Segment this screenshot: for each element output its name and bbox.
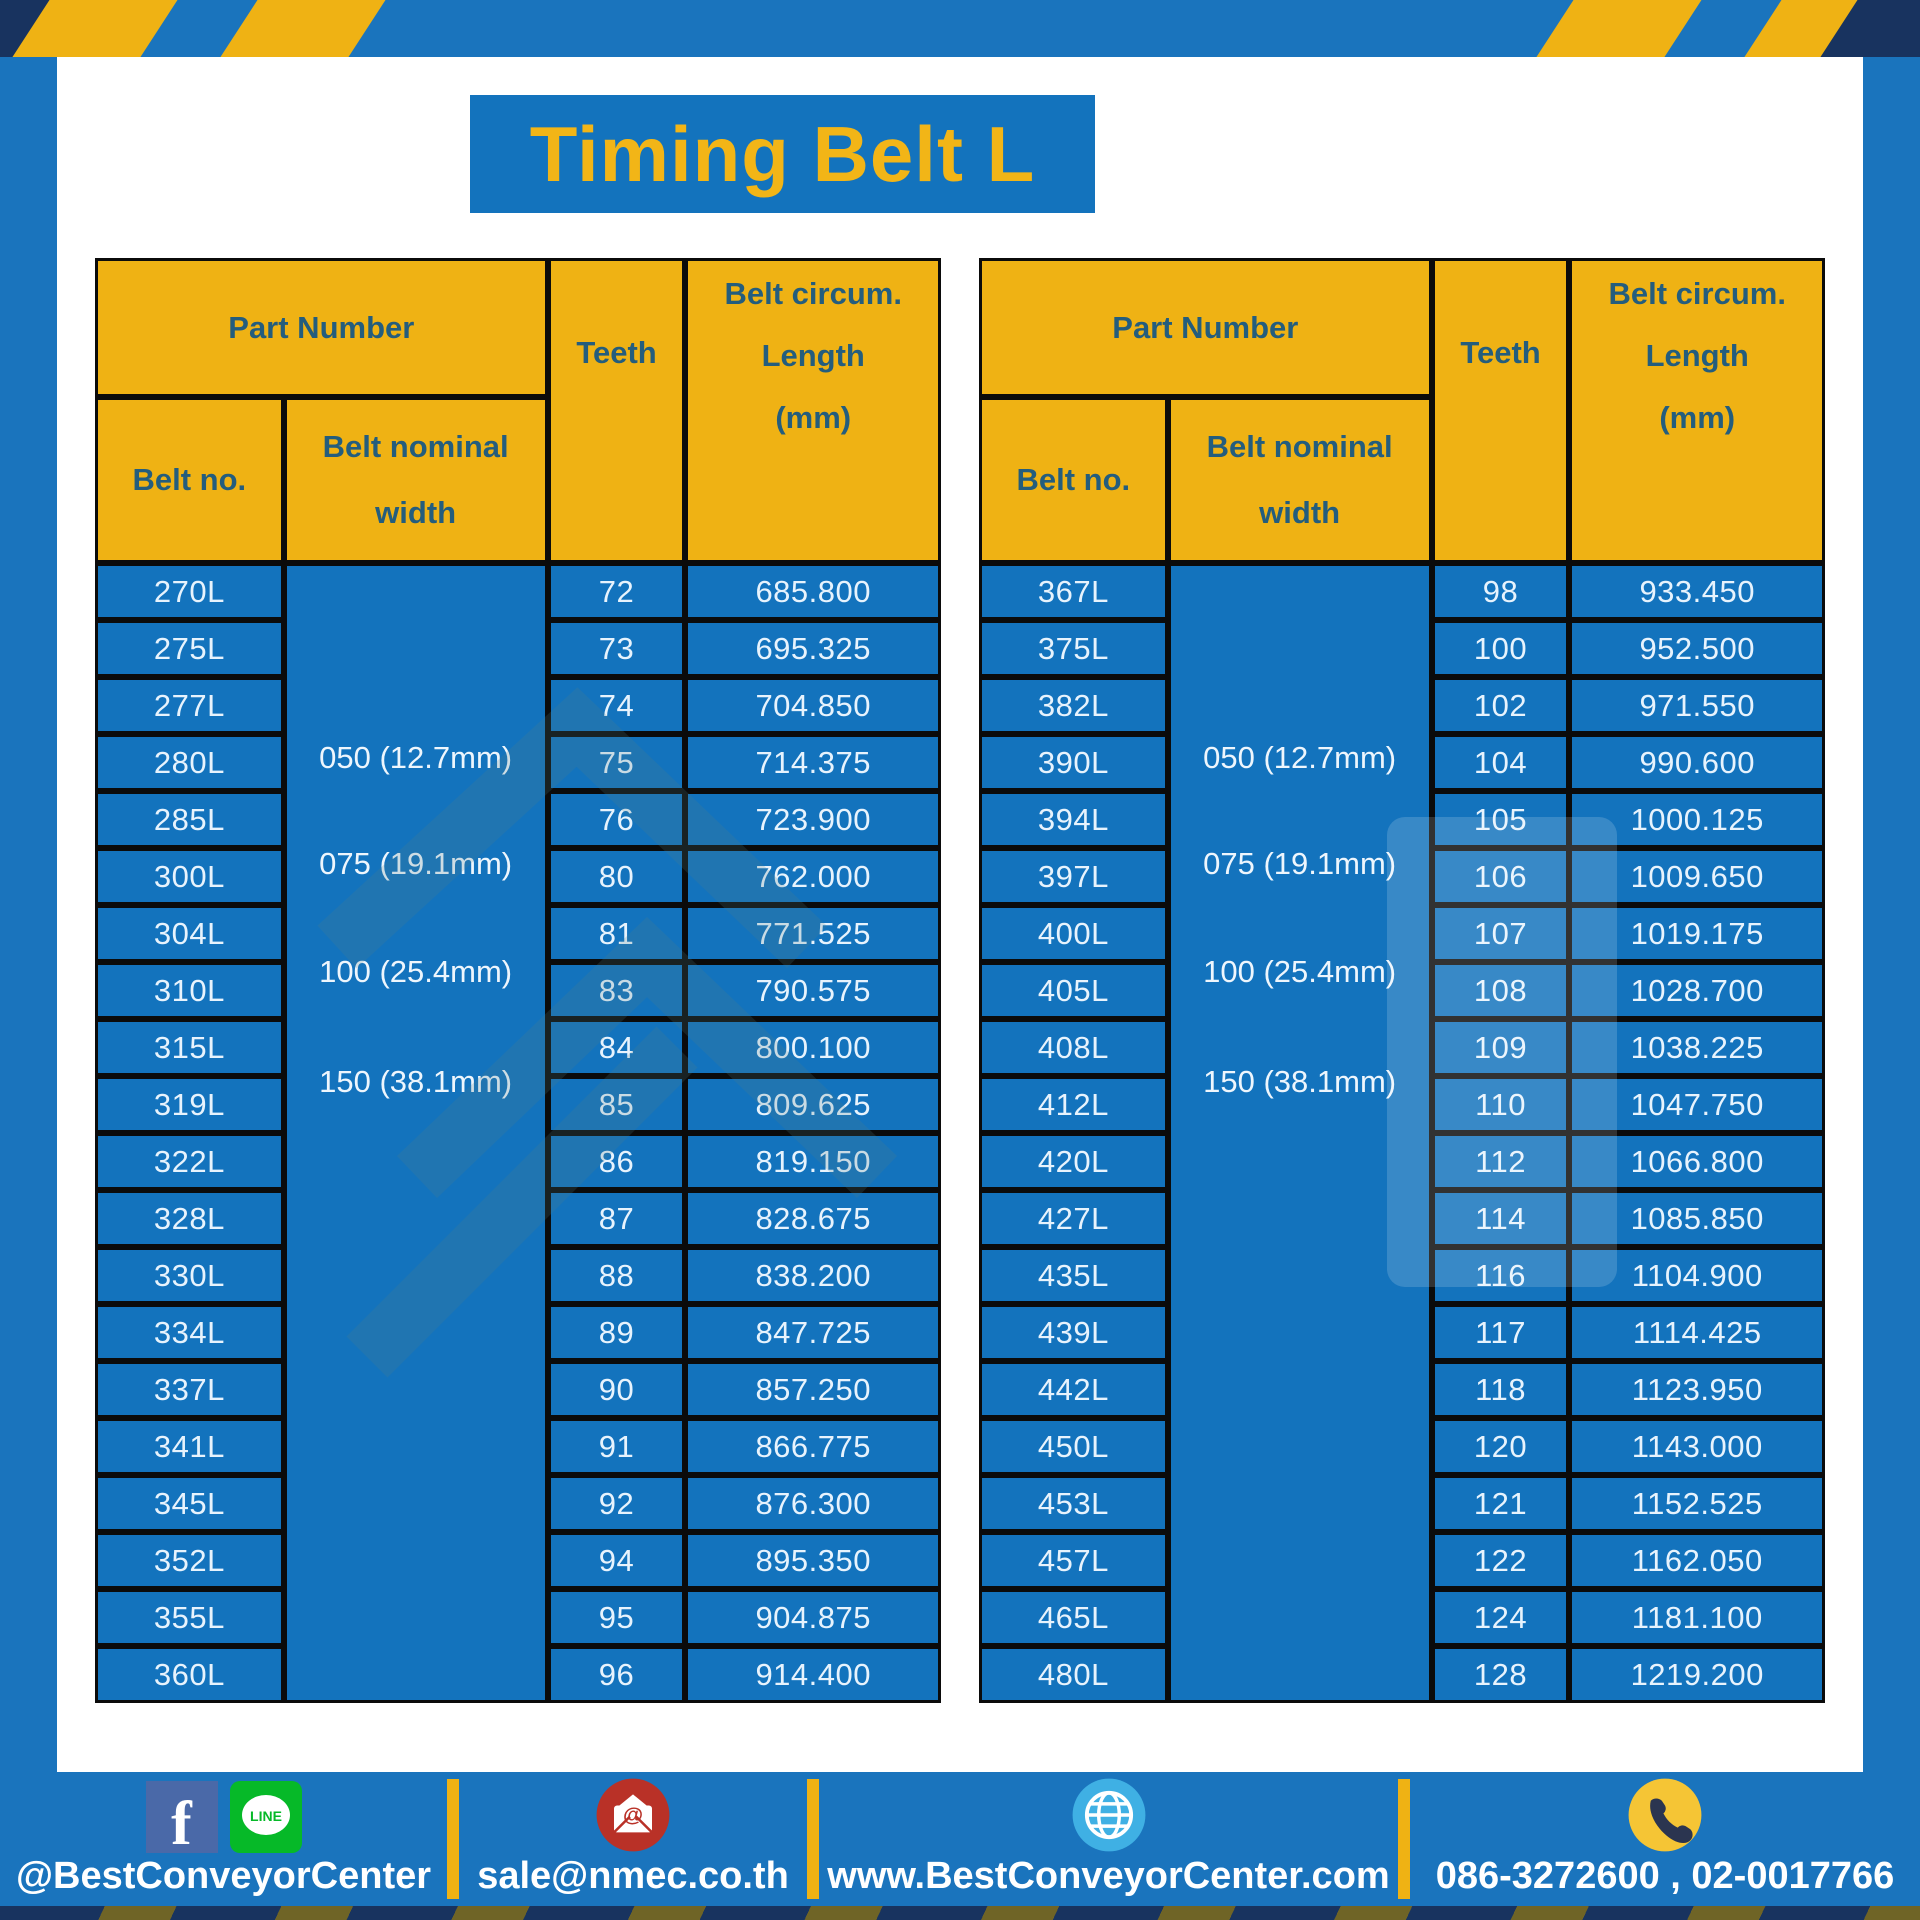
length-cell: 762.000 — [688, 845, 937, 902]
teeth-cell: 81 — [551, 902, 683, 959]
length-cell: 771.525 — [688, 902, 937, 959]
teeth-cell: 116 — [1435, 1244, 1567, 1301]
belt-width-label: 075 (19.1mm) — [319, 846, 513, 882]
belt-no-cell: 337L — [98, 1358, 281, 1415]
belt-no-cell: 355L — [98, 1586, 281, 1643]
header-belt-nominal-line1: Belt nominal — [1206, 429, 1393, 464]
length-cell: 866.775 — [688, 1415, 937, 1472]
belt-no-cell: 334L — [98, 1301, 281, 1358]
length-cell: 714.375 — [688, 731, 937, 788]
belt-no-cell: 280L — [98, 731, 281, 788]
belt-no-cell: 408L — [982, 1016, 1165, 1073]
teeth-cell: 75 — [551, 731, 683, 788]
header-circ-line1: Belt circum. — [1608, 275, 1786, 311]
teeth-cell: 90 — [551, 1358, 683, 1415]
belt-no-cell: 435L — [982, 1244, 1165, 1301]
teeth-cell: 102 — [1435, 674, 1567, 731]
title-banner — [470, 95, 1095, 213]
belt-no-cell: 405L — [982, 959, 1165, 1016]
belt-no-cell: 300L — [98, 845, 281, 902]
belt-no-cell: 427L — [982, 1187, 1165, 1244]
footer-contact-bar — [0, 1772, 1920, 1906]
teeth-cell: 104 — [1435, 731, 1567, 788]
teeth-cell: 128 — [1435, 1643, 1567, 1700]
length-cell: 1219.200 — [1572, 1643, 1821, 1700]
teeth-cell: 83 — [551, 959, 683, 1016]
length-cell: 809.625 — [688, 1073, 937, 1130]
belt-no-cell: 397L — [982, 845, 1165, 902]
belt-no-cell: 341L — [98, 1415, 281, 1472]
length-cell: 847.725 — [688, 1301, 937, 1358]
length-cell: 904.875 — [688, 1586, 937, 1643]
belt-width-label: 100 (25.4mm) — [319, 953, 513, 989]
header-belt-nominal-line2: width — [1259, 495, 1341, 530]
belt-no-cell: 345L — [98, 1472, 281, 1529]
header-teeth: Teeth — [1432, 258, 1570, 563]
footer-divider — [807, 1779, 819, 1899]
length-cell: 1143.000 — [1572, 1415, 1821, 1472]
top-hazard-bar — [0, 0, 1920, 57]
content-area — [57, 57, 1863, 1772]
belt-no-cell: 330L — [98, 1244, 281, 1301]
belt-nominal-width-merged-cell — [284, 563, 548, 1703]
length-cell: 1162.050 — [1572, 1529, 1821, 1586]
belt-no-column — [979, 563, 1168, 1703]
length-cell: 933.450 — [1639, 573, 1755, 609]
timing-belt-table-right — [979, 258, 1825, 1703]
belt-width-label: 050 (12.7mm) — [1203, 739, 1397, 775]
teeth-cell: 96 — [551, 1643, 683, 1700]
belt-no-cell: 394L — [982, 788, 1165, 845]
globe-icon — [1071, 1777, 1147, 1853]
length-cell: 1019.175 — [1572, 902, 1821, 959]
teeth-cell: 87 — [551, 1187, 683, 1244]
length-cell: 828.675 — [688, 1187, 937, 1244]
length-cell: 1152.525 — [1572, 1472, 1821, 1529]
header-circ-line3: (mm) — [775, 399, 852, 435]
footer-website-section — [819, 1772, 1398, 1906]
belt-no-cell: 390L — [982, 731, 1165, 788]
length-cell: 819.150 — [688, 1130, 937, 1187]
teeth-cell: 73 — [551, 617, 683, 674]
teeth-cell: 80 — [551, 845, 683, 902]
belt-no-cell: 322L — [98, 1130, 281, 1187]
teeth-cell: 74 — [551, 674, 683, 731]
length-cell: 1047.750 — [1572, 1073, 1821, 1130]
teeth-cell: 92 — [551, 1472, 683, 1529]
header-belt-nominal-width — [1168, 397, 1432, 563]
length-cell: 1104.900 — [1572, 1244, 1821, 1301]
teeth-cell: 110 — [1435, 1073, 1567, 1130]
length-cell: 1123.950 — [1572, 1358, 1821, 1415]
email-address: sale@nmec.co.th — [477, 1855, 789, 1897]
length-column — [685, 563, 940, 1703]
belt-no-cell: 304L — [98, 902, 281, 959]
footer-divider — [1398, 1779, 1410, 1899]
belt-no-cell: 442L — [982, 1358, 1165, 1415]
facebook-letter: f — [171, 1790, 192, 1858]
length-cell: 895.350 — [688, 1529, 937, 1586]
belt-no-cell: 328L — [98, 1187, 281, 1244]
length-cell: 1181.100 — [1572, 1586, 1821, 1643]
teeth-cell: 100 — [1435, 617, 1567, 674]
teeth-cell: 91 — [551, 1415, 683, 1472]
email-icon — [595, 1777, 671, 1853]
belt-no-cell: 450L — [982, 1415, 1165, 1472]
length-cell: 857.250 — [688, 1358, 937, 1415]
timing-belt-table-left — [95, 258, 941, 1703]
length-cell: 1028.700 — [1572, 959, 1821, 1016]
belt-no-cell: 360L — [98, 1643, 281, 1700]
header-circ-line3: (mm) — [1659, 399, 1736, 435]
header-belt-no: Belt no. — [979, 397, 1168, 563]
length-cell: 876.300 — [688, 1472, 937, 1529]
teeth-cell: 98 — [1482, 573, 1519, 609]
teeth-column — [1432, 563, 1570, 1703]
belt-no-cell: 285L — [98, 788, 281, 845]
header-belt-nominal-width — [284, 397, 548, 563]
header-belt-nominal-line2: width — [375, 495, 457, 530]
header-belt-no: Belt no. — [95, 397, 284, 563]
length-cell: 790.575 — [688, 959, 937, 1016]
belt-no-cell: 382L — [982, 674, 1165, 731]
belt-no-cell: 439L — [982, 1301, 1165, 1358]
teeth-cell: 122 — [1435, 1529, 1567, 1586]
teeth-cell: 72 — [598, 573, 635, 609]
teeth-cell: 95 — [551, 1586, 683, 1643]
teeth-cell: 117 — [1435, 1301, 1567, 1358]
belt-no-cell: 465L — [982, 1586, 1165, 1643]
teeth-cell: 86 — [551, 1130, 683, 1187]
teeth-cell: 118 — [1435, 1358, 1567, 1415]
teeth-cell: 94 — [551, 1529, 683, 1586]
belt-width-label: 075 (19.1mm) — [1203, 846, 1397, 882]
page-title: Timing Belt L — [529, 109, 1036, 198]
belt-nominal-width-merged-cell — [1168, 563, 1432, 1703]
hazard-stripe — [1528, 0, 1708, 57]
teeth-cell: 76 — [551, 788, 683, 845]
belt-no-cell: 367L — [1037, 573, 1109, 609]
teeth-column — [548, 563, 686, 1703]
belt-no-cell: 453L — [982, 1472, 1165, 1529]
length-cell: 695.325 — [688, 617, 937, 674]
header-part-number: Part Number — [979, 258, 1432, 397]
bottom-hazard-strip — [0, 1906, 1920, 1920]
belt-no-cell: 400L — [982, 902, 1165, 959]
belt-width-label: 150 (38.1mm) — [1203, 1063, 1397, 1099]
header-part-number: Part Number — [95, 258, 548, 397]
tables-wrapper — [95, 258, 1825, 1703]
belt-width-label: 050 (12.7mm) — [319, 739, 513, 775]
length-cell: 1038.225 — [1572, 1016, 1821, 1073]
teeth-cell: 88 — [551, 1244, 683, 1301]
phone-numbers: 086-3272600 , 02-0017766 — [1435, 1855, 1895, 1897]
website-url: www.BestConveyorCenter.com — [827, 1855, 1390, 1897]
header-teeth: Teeth — [548, 258, 686, 563]
teeth-cell: 124 — [1435, 1586, 1567, 1643]
social-icons — [146, 1781, 302, 1858]
teeth-cell: 106 — [1435, 845, 1567, 902]
belt-no-cell: 275L — [98, 617, 281, 674]
header-circ-line2: Length — [1645, 337, 1749, 373]
footer-phone-section — [1410, 1772, 1920, 1906]
teeth-cell: 121 — [1435, 1472, 1567, 1529]
belt-no-cell: 480L — [982, 1643, 1165, 1700]
belt-no-cell: 375L — [982, 617, 1165, 674]
belt-no-cell: 277L — [98, 674, 281, 731]
belt-no-cell: 270L — [153, 573, 225, 609]
belt-no-cell: 319L — [98, 1073, 281, 1130]
footer-divider — [447, 1779, 459, 1899]
line-label: LINE — [249, 1808, 282, 1824]
teeth-cell: 112 — [1435, 1130, 1567, 1187]
belt-no-cell: 315L — [98, 1016, 281, 1073]
length-cell: 723.900 — [688, 788, 937, 845]
line-icon — [230, 1781, 302, 1853]
belt-no-cell: 352L — [98, 1529, 281, 1586]
phone-icon — [1627, 1777, 1703, 1853]
length-cell: 685.800 — [755, 573, 871, 609]
belt-no-cell: 412L — [982, 1073, 1165, 1130]
hazard-stripe — [212, 0, 392, 57]
teeth-cell: 108 — [1435, 959, 1567, 1016]
length-cell: 704.850 — [688, 674, 937, 731]
length-cell: 1114.425 — [1572, 1301, 1821, 1358]
belt-no-cell: 457L — [982, 1529, 1165, 1586]
footer-email-section — [459, 1772, 807, 1906]
header-belt-nominal-line1: Belt nominal — [322, 429, 509, 464]
social-handle: @BestConveyorCenter — [15, 1855, 432, 1897]
teeth-cell: 107 — [1435, 902, 1567, 959]
teeth-cell: 84 — [551, 1016, 683, 1073]
svg-text:@: @ — [622, 1803, 644, 1827]
belt-no-column — [95, 563, 284, 1703]
teeth-cell: 114 — [1435, 1187, 1567, 1244]
belt-no-cell: 420L — [982, 1130, 1165, 1187]
length-cell: 838.200 — [688, 1244, 937, 1301]
length-cell: 800.100 — [688, 1016, 937, 1073]
belt-no-cell: 310L — [98, 959, 281, 1016]
teeth-cell: 105 — [1435, 788, 1567, 845]
length-cell: 990.600 — [1572, 731, 1821, 788]
header-circ-line2: Length — [761, 337, 865, 373]
header-belt-circum — [1569, 258, 1824, 563]
header-belt-circum — [685, 258, 940, 563]
footer-social-section — [0, 1772, 447, 1906]
length-cell: 1000.125 — [1572, 788, 1821, 845]
length-cell: 952.500 — [1572, 617, 1821, 674]
belt-width-label: 150 (38.1mm) — [319, 1063, 513, 1099]
length-cell: 1066.800 — [1572, 1130, 1821, 1187]
length-cell: 971.550 — [1572, 674, 1821, 731]
length-column — [1569, 563, 1824, 1703]
length-cell: 1085.850 — [1572, 1187, 1821, 1244]
length-cell: 1009.650 — [1572, 845, 1821, 902]
teeth-cell: 120 — [1435, 1415, 1567, 1472]
teeth-cell: 85 — [551, 1073, 683, 1130]
facebook-icon — [146, 1781, 218, 1858]
header-circ-line1: Belt circum. — [724, 275, 902, 311]
length-cell: 914.400 — [688, 1643, 937, 1700]
teeth-cell: 109 — [1435, 1016, 1567, 1073]
belt-width-label: 100 (25.4mm) — [1203, 953, 1397, 989]
teeth-cell: 89 — [551, 1301, 683, 1358]
